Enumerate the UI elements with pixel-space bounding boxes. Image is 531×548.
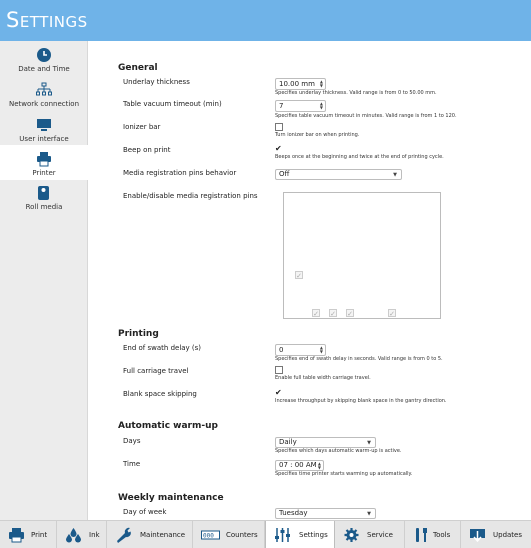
- tab-maintenance[interactable]: [107, 521, 193, 548]
- tab-print[interactable]: [0, 521, 57, 548]
- tab-label: Settings: [299, 531, 328, 539]
- ionizer-bar-checkbox[interactable]: [275, 123, 283, 131]
- network-icon: [36, 82, 52, 98]
- swath-delay-value: 0: [279, 346, 284, 354]
- underlay-thickness-help: Specifies underlay thickness. Valid range is from 0 to 50.00 mm.: [275, 90, 437, 96]
- sidebar-item-label: User interface: [19, 135, 69, 143]
- pins-behavior-select[interactable]: [275, 169, 402, 180]
- tab-label: Updates: [493, 531, 522, 539]
- tab-label: Tools: [433, 531, 451, 539]
- warmup-days-label: Days: [123, 437, 141, 445]
- registration-pin-checkbox[interactable]: ✓: [296, 272, 302, 280]
- settings-content: [89, 41, 531, 520]
- bottom-tab-bar: [0, 520, 531, 548]
- pins-behavior-value: Off: [279, 170, 290, 178]
- swath-delay-help: Specifies end of swath delay in seconds. Valid range is from 0 to 5.: [275, 356, 443, 362]
- full-carriage-label: Full carriage travel: [123, 367, 189, 375]
- section-title-general: General: [118, 63, 158, 73]
- tab-label: Maintenance: [140, 531, 186, 539]
- section-title-maintenance: Weekly maintenance: [118, 493, 224, 503]
- chevron-down-icon: ▼: [367, 511, 371, 517]
- tools-icon: [413, 527, 430, 543]
- sidebar-item-printer[interactable]: [0, 145, 88, 180]
- warmup-time-input[interactable]: [275, 460, 324, 471]
- warmup-days-help: Specifies which days automatic warm-up is active.: [275, 448, 402, 454]
- underlay-thickness-label: Underlay thickness: [123, 78, 190, 86]
- roll-media-icon: [36, 185, 52, 201]
- warmup-time-label: Time: [123, 460, 141, 468]
- sidebar-item-label: Network connection: [8, 100, 80, 108]
- underlay-thickness-stepper[interactable]: [275, 78, 326, 90]
- stepper-arrows-icon[interactable]: ▲ ▼: [319, 101, 323, 110]
- underlay-thickness-value: 10.00 mm: [279, 80, 315, 88]
- print-icon: [8, 527, 25, 543]
- blank-skipping-label: Blank space skipping: [123, 390, 197, 398]
- full-carriage-help: Enable full table width carriage travel.: [275, 375, 371, 381]
- sidebar-item-roll-media[interactable]: [0, 185, 88, 219]
- warmup-time-value: 07 : 00 AM: [279, 461, 317, 469]
- pins-enable-label: Enable/disable media registration pins: [123, 192, 258, 200]
- vacuum-timeout-label: Table vacuum timeout (min): [123, 100, 222, 108]
- section-title-warmup: Automatic warm-up: [118, 421, 218, 431]
- beep-on-print-help: Beeps once at the beginning and twice at the end of printing cycle.: [275, 154, 444, 160]
- tab-settings[interactable]: [265, 521, 335, 548]
- sidebar-item-date-time[interactable]: [0, 47, 88, 81]
- registration-pins-panel: [283, 192, 441, 319]
- tab-updates[interactable]: [461, 521, 531, 548]
- counter-icon: [201, 527, 220, 543]
- full-carriage-checkbox[interactable]: [275, 366, 283, 374]
- sidebar-item-label: Date and Time: [18, 65, 70, 73]
- updates-icon: [469, 527, 486, 543]
- swath-delay-stepper[interactable]: [275, 344, 326, 356]
- blank-skipping-checkbox[interactable]: ✔: [275, 388, 282, 397]
- settings-sidebar: [0, 41, 88, 520]
- page-title: Settings: [6, 8, 88, 32]
- vacuum-timeout-stepper[interactable]: [275, 100, 326, 112]
- printer-icon: [36, 151, 52, 167]
- sliders-icon: [274, 527, 291, 543]
- maintenance-day-label: Day of week: [123, 508, 167, 516]
- stepper-arrows-icon[interactable]: ▲ ▼: [319, 345, 323, 354]
- tab-label: Ink: [89, 531, 100, 539]
- registration-pin-checkbox[interactable]: ✓: [313, 310, 319, 318]
- vacuum-timeout-help: Specifies table vacuum timeout in minutes. Valid range is from 1 to 120.: [275, 113, 457, 119]
- tab-counters[interactable]: [193, 521, 265, 548]
- registration-pin-checkbox[interactable]: ✓: [389, 310, 395, 318]
- sidebar-item-network[interactable]: [0, 82, 88, 116]
- tab-service[interactable]: [335, 521, 405, 548]
- beep-on-print-label: Beep on print: [123, 146, 171, 154]
- gear-icon: [343, 527, 360, 543]
- maintenance-day-value: Tuesday: [279, 509, 308, 517]
- warmup-days-select[interactable]: [275, 437, 376, 448]
- tab-ink[interactable]: [57, 521, 107, 548]
- chevron-down-icon: ▼: [367, 440, 371, 446]
- stepper-arrows-icon[interactable]: ▲ ▼: [319, 79, 323, 88]
- pins-behavior-label: Media registration pins behavior: [123, 169, 237, 177]
- tab-label: Print: [31, 531, 48, 539]
- registration-pin-checkbox[interactable]: ✓: [347, 310, 353, 318]
- warmup-days-value: Daily: [279, 438, 297, 446]
- tab-label: Service: [367, 531, 393, 539]
- sidebar-item-label: Roll media: [25, 203, 63, 211]
- tab-label: Counters: [226, 531, 258, 539]
- maintenance-day-select[interactable]: [275, 508, 376, 519]
- warmup-time-help: Specifies time printer starts warming up automatically.: [275, 471, 413, 477]
- stepper-arrows-icon[interactable]: ▲ ▼: [317, 461, 321, 470]
- sidebar-item-label: Printer: [32, 169, 56, 177]
- chevron-down-icon: ▼: [393, 172, 397, 178]
- ink-drops-icon: [65, 527, 82, 543]
- ionizer-bar-label: Ionizer bar: [123, 123, 161, 131]
- clock-icon: [36, 47, 52, 63]
- vacuum-timeout-value: 7: [279, 102, 284, 110]
- tab-tools[interactable]: [405, 521, 461, 548]
- blank-skipping-help: Increase throughput by skipping blank space in the gantry direction.: [275, 398, 447, 404]
- section-title-printing: Printing: [118, 329, 159, 339]
- ionizer-bar-help: Turn ionizer bar on when printing.: [275, 132, 360, 138]
- svg-text:000: 000: [203, 532, 214, 540]
- beep-on-print-checkbox[interactable]: ✔: [275, 144, 282, 153]
- title-bar: [0, 0, 531, 41]
- wrench-icon: [115, 527, 132, 543]
- registration-pin-checkbox[interactable]: ✓: [330, 310, 336, 318]
- monitor-icon: [36, 117, 52, 133]
- swath-delay-label: End of swath delay (s): [123, 344, 202, 352]
